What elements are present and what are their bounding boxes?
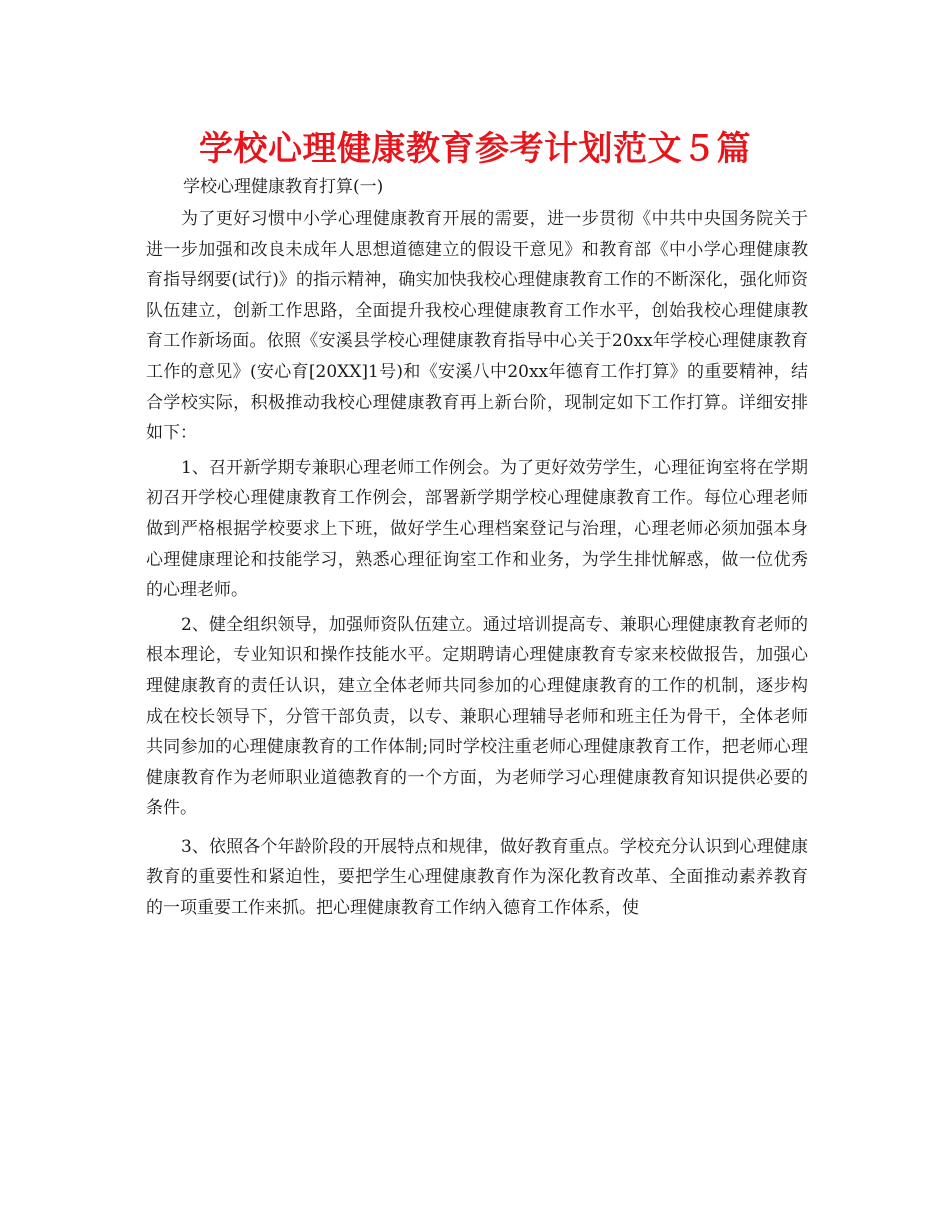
paragraph-intro: 为了更好习惯中小学心理健康教育开展的需要，进一步贯彻《中共中央国务院关于进一步加强和改良未成年人思想道德建立的假设干意见》和教育部《中小学心理健康教育指导纲要(试行)》的指示精神，确实加快我校心理健康教育工作的不断深化，强化师资队伍建立，创新工作思路，全面提升我校心理健康教育工作水平，创始我校心理健康教育工作新场面。依照《安溪县学校心理健康教育指导中心关于20xx年学校心理健康教育工作的意见》(安心育[20XX]1号)和《安溪八中20xx年德育工作打算》的重要精神，结合学校实际，积极推动我校心理健康教育再上新台阶，现制定如下工作打算。详细安排如下： <box>146 209 808 444</box>
paragraph-item-2: 2、健全组织领导，加强师资队伍建立。通过培训提高专、兼职心理健康教育老师的根本理论，专业知识和操作技能水平。定期聘请心理健康教育专家来校做报告，加强心理健康教育的责任认识，建立全体老师共同参加的心理健康教育的工作的机制，逐步构成在校长领导下，分管干部负责，以专、兼职心理辅导老师和班主任为骨干，全体老师共同参加的心理健康教育的工作体制;同时学校注重老师心理健康教育工作，把老师心理健康教育作为老师职业道德教育的一个方面，为老师学习心理健康教育知识提供必要的条件。 <box>146 614 808 819</box>
document-title: 学校心理健康教育参考计划范文５篇 <box>199 129 751 169</box>
paragraph-item-3: 3、依照各个年龄阶段的开展特点和规律，做好教育重点。学校充分认识到心理健康教育的重要性和紧迫性，要把学生心理健康教育作为深化教育改革、全面推动素养教育的一项重要工作来抓。把心理健康教育工作纳入德育工作体系，使 <box>146 836 808 919</box>
document-body <box>146 204 808 928</box>
paragraph-item-1: 1、召开新学期专兼职心理老师工作例会。为了更好效劳学生，心理征询室将在学期初召开学校心理健康教育工作例会，部署新学期学校心理健康教育工作。每位心理老师做到严格根据学校要求上下班，做好学生心理档案登记与治理，心理老师必须加强本身心理健康理论和技能学习，熟悉心理征询室工作和业务，为学生排忧解惑，做一位优秀的心理老师。 <box>146 457 808 601</box>
document-subtitle: 学校心理健康教育打算(一) <box>183 177 384 197</box>
